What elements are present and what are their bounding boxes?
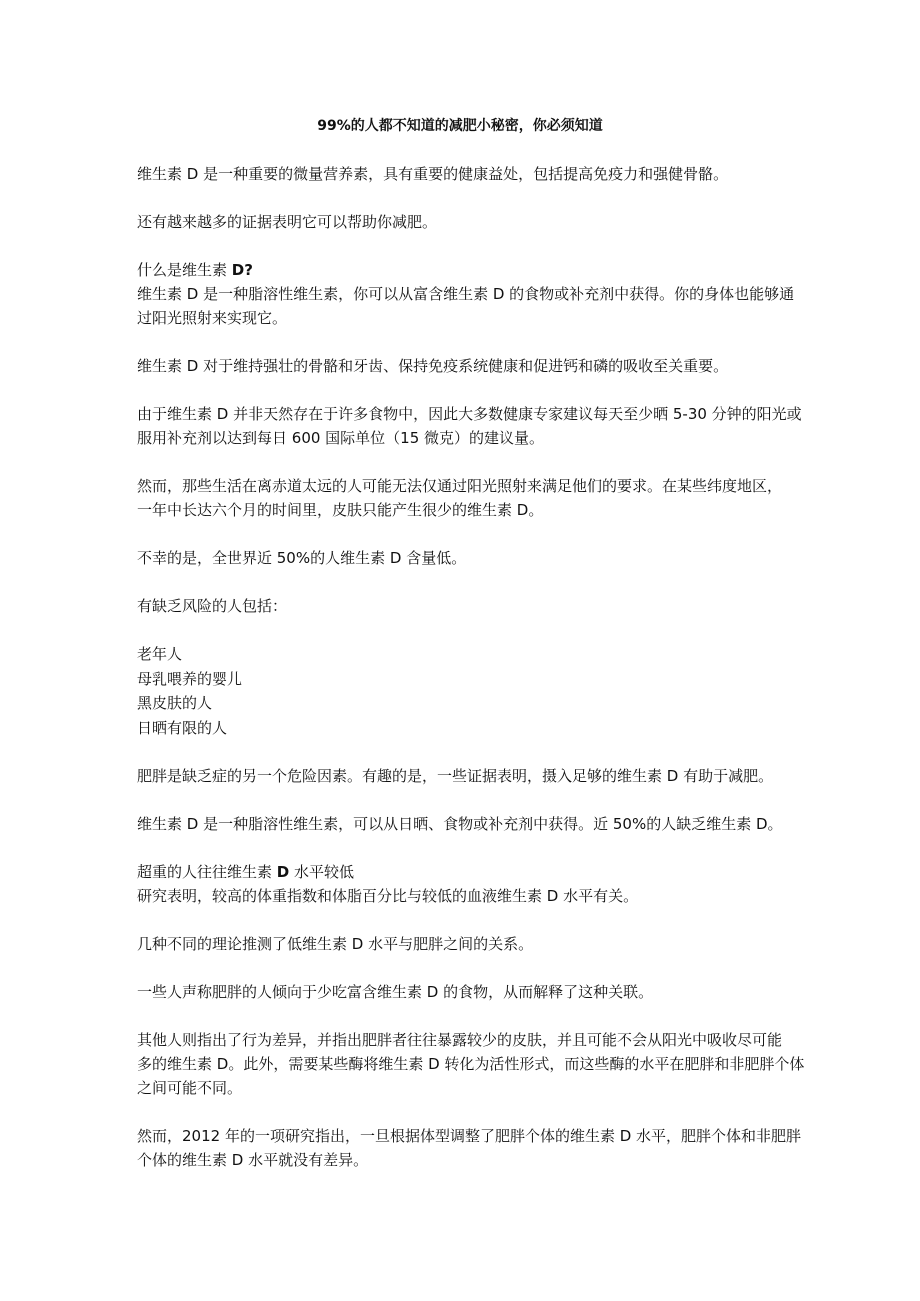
paragraph-diet-theory: 一些人声称肥胖的人倾向于少吃富含维生素 D 的食物，从而解释了这种关联。 [137,983,654,1001]
paragraph-line: 由于维生素 D 并非天然存在于许多食物中，因此大多数健康专家建议每天至少晒 5-30 分钟的阳光或 [137,405,802,423]
heading-text: 什么是维生素 [137,261,232,279]
paragraph-line: 其他人则指出了行为差异，并指出肥胖者往往暴露较少的皮肤，并且可能不会从阳光中吸收尽可能 [137,1031,783,1049]
section-heading-overweight [137,860,787,884]
paragraph-risk-intro: 有缺乏风险的人包括： [137,597,288,615]
paragraph-line: 维生素 D 是一种脂溶性维生素，你可以从富含维生素 D 的食物或补充剂中获得。你的身体也能够通 [137,285,795,303]
list-item: 日晒有限的人 [137,718,228,737]
paragraph-summary: 维生素 D 是一种脂溶性维生素，可以从日晒、食物或补充剂中获得。近 50%的人缺乏维生素 D。 [137,815,783,833]
heading-text: 水平较低 [289,863,355,881]
paragraph-recommendation [137,402,802,450]
paragraph-theories: 几种不同的理论推测了低维生素 D 水平与肥胖之间的关系。 [137,935,534,953]
paragraph-line: 一年中长达六个月的时间里，皮肤只能产生很少的维生素 D。 [137,501,544,519]
paragraph-line: 然而，那些生活在离赤道太远的人可能无法仅通过阳光照射来满足他们的要求。在某些纬度地区， [137,477,783,495]
risk-list [137,642,787,740]
paragraph-line: 多的维生素 D。此外，需要某些酶将维生素 D 转化为活性形式，而这些酶的水平在肥胖和非肥胖个体 [137,1055,805,1073]
paragraph-line: 研究表明，较高的体重指数和体脂百分比与较低的血液维生素 D 水平有关。 [137,887,639,905]
heading-text: 超重的人往往维生素 [137,863,277,881]
paragraph-behavior-theory [137,1028,805,1100]
document-body [137,162,805,1196]
list-item: 老年人 [137,645,183,663]
section-what-is-vitamin-d [137,258,795,330]
paragraph-weight-loss-evidence: 还有越来越多的证据表明它可以帮助你减肥。 [137,213,438,231]
paragraph-line: 然而，2012 年的一项研究指出，一旦根据体型调整了肥胖个体的维生素 D 水平，肥胖个体和非肥胖 [137,1127,802,1145]
paragraph-2012-study [137,1124,802,1172]
paragraph-line: 服用补充剂以达到每日 600 国际单位（15 微克）的建议量。 [137,429,545,447]
paragraph-intro: 维生素 D 是一种重要的微量营养素，具有重要的健康益处，包括提高免疫力和强健骨骼。 [137,165,729,183]
section-overweight [137,860,787,908]
paragraph-importance: 维生素 D 对于维持强壮的骨骼和牙齿、保持免疫系统健康和促进钙和磷的吸收至关重要。 [137,357,729,375]
heading-bold-text: D [276,863,290,881]
paragraph-line: 过阳光照射来实现它。 [137,309,288,327]
document-title: 99%的人都不知道的减肥小秘密，你必须知道 [317,118,603,134]
paragraph-deficiency-rate: 不幸的是，全世界近 50%的人维生素 D 含量低。 [137,549,467,567]
paragraph-line: 个体的维生素 D 水平就没有差异。 [137,1151,369,1169]
list-item: 黑皮肤的人 [137,694,213,712]
paragraph-latitude [137,474,787,522]
list-item: 母乳喂养的婴儿 [137,669,243,688]
section-heading-what-is-vitamin-d [137,258,787,282]
paragraph-line: 之间可能不同。 [137,1079,243,1097]
paragraph-obesity-risk: 肥胖是缺乏症的另一个危险因素。有趣的是，一些证据表明，摄入足够的维生素 D 有助于减肥。 [137,767,774,785]
heading-bold-text: D? [231,261,253,279]
